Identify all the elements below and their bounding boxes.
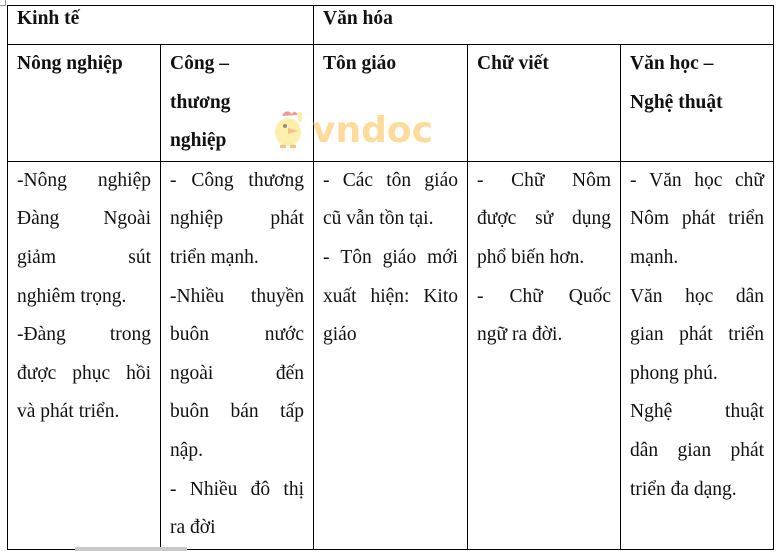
cell-line: - Chữ Nôm (477, 169, 611, 191)
table-anchor-handle[interactable] (0, 0, 6, 6)
cell-line: giáo (323, 324, 357, 346)
cell-line: gian phát triển (630, 324, 765, 346)
cell-line: ngữ ra đời. (477, 324, 563, 346)
cell-line: nghiệp phát (170, 208, 304, 230)
cell-line: giảm sút (17, 246, 151, 268)
cell-agriculture (8, 161, 161, 549)
cell-arts (621, 161, 774, 549)
cell-line: - Văn học chữ (630, 169, 765, 191)
cell-writing (468, 161, 621, 549)
column-header-commerce: Công – thương nghiệp (161, 45, 314, 162)
cell-religion (314, 161, 468, 549)
cell-line: dân gian phát (630, 439, 765, 461)
header-line: Công – (170, 53, 230, 74)
cell-line: -Đàng trong (17, 324, 151, 346)
cell-line: - Tôn giáo mới (323, 246, 458, 268)
cell-line: Văn học dân (630, 285, 765, 307)
cell-line: Đàng Ngoài (17, 208, 151, 230)
cell-line: Nôm phát triển (630, 208, 765, 230)
cell-line: và phát triển. (17, 401, 120, 423)
cell-line: - Nhiều đô thị (170, 478, 304, 500)
column-header-writing: Chữ viết (468, 45, 621, 162)
cell-line: triển mạnh. (170, 246, 259, 268)
header-line: Văn học – (630, 53, 714, 74)
cell-line: - Các tôn giáo (323, 169, 458, 191)
horizontal-scroll-thumb[interactable] (75, 547, 187, 551)
group-header-culture: Văn hóa (314, 6, 774, 45)
group-header-row (8, 6, 774, 45)
cell-line: - Công thương (170, 169, 304, 191)
cell-line: triển đa dạng. (630, 478, 737, 500)
cell-line: buôn bán tấp (170, 401, 304, 423)
cell-line: mạnh. (630, 246, 679, 268)
cell-commerce (161, 161, 314, 549)
comparison-table (7, 5, 774, 550)
svg-text:vndoc: vndoc (312, 110, 433, 151)
cell-line: -Nhiều thuyền (170, 285, 304, 307)
cell-line: được phục hồi (17, 362, 151, 384)
cell-line: nghiêm trọng. (17, 285, 127, 307)
cell-line: Nghệ thuật (630, 401, 765, 423)
content-row (8, 161, 774, 549)
cell-line: ra đời (170, 517, 216, 539)
cell-line: được sử dụng (477, 208, 611, 230)
cell-line: -Nông nghiệp (17, 169, 151, 191)
cell-line: phong phú. (630, 362, 718, 384)
cell-line: cũ vẫn tồn tại. (323, 208, 434, 230)
cell-line: phổ biến hơn. (477, 246, 585, 268)
cell-line: ngoài đến (170, 362, 304, 384)
column-header-row (8, 45, 774, 162)
cell-line: xuất hiện: Kito (323, 285, 458, 307)
cell-line: - Chữ Quốc (477, 285, 611, 307)
column-header-religion: Tôn giáo (314, 45, 468, 162)
group-header-economy: Kinh tế (8, 6, 314, 45)
column-header-agriculture: Nông nghiệp (8, 45, 161, 162)
cell-line: nập. (170, 439, 204, 461)
cell-line: buôn nước (170, 324, 304, 346)
column-header-arts: Văn học – Nghệ thuật (621, 45, 774, 162)
